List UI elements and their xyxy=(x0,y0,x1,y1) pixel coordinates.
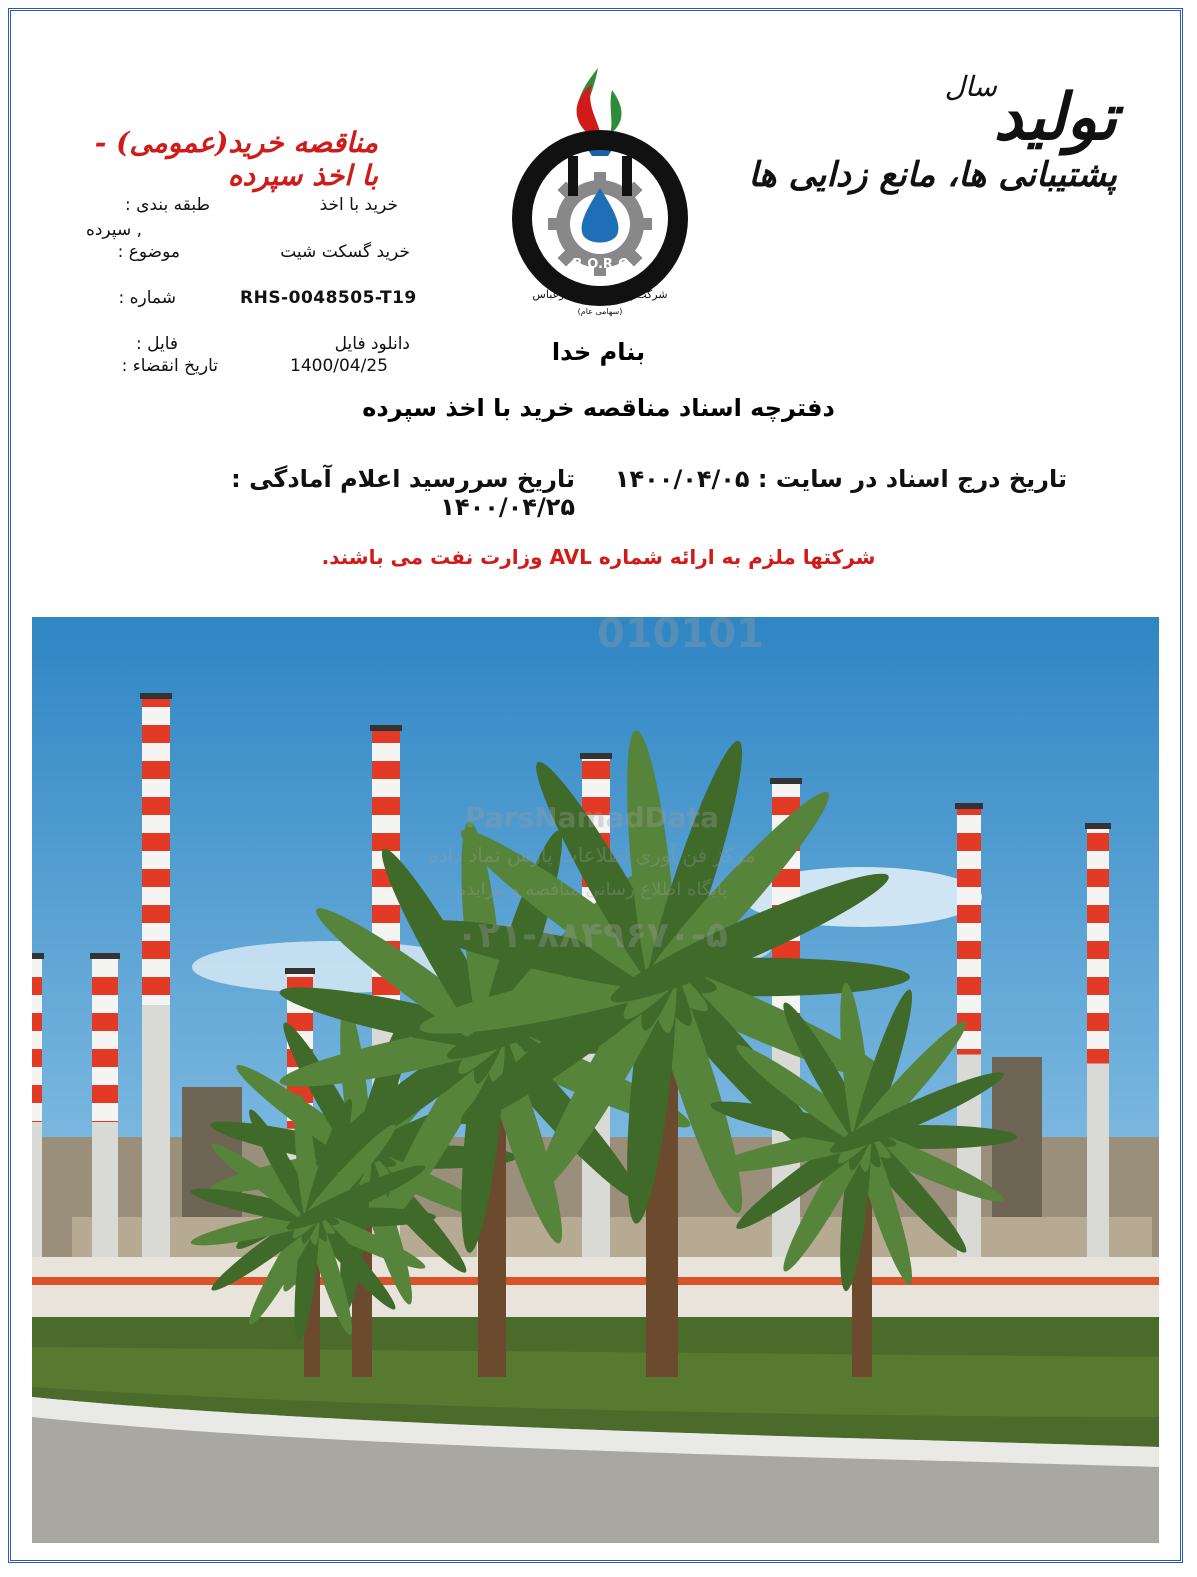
watermark-line1: مرکز فن آوری اطلاعات پارس نماد داده xyxy=(428,843,756,867)
file-download-link[interactable]: دانلود فایل xyxy=(334,334,410,354)
chimney xyxy=(90,953,120,1257)
chimney xyxy=(140,693,172,1257)
slogan-year-word: سال xyxy=(944,70,997,103)
watermark-binary: 010101 xyxy=(597,617,764,657)
slogan-tagline: پشتیبانی ها، مانع زدایی ها xyxy=(748,155,1117,195)
subject-value: خرید گسکت شیت xyxy=(280,242,410,262)
refinery-scene xyxy=(32,617,1159,1543)
file-label: فایل : xyxy=(135,334,178,354)
expiry-label: تاریخ انقضاء : xyxy=(121,356,218,376)
logo-subtitle: (سهامی عام) xyxy=(577,307,623,316)
avl-notice: شرکتها ملزم به ارائه شماره AVL وزارت نفت می باشند. xyxy=(321,545,876,569)
refinery-photo xyxy=(32,617,1159,1543)
chimney xyxy=(1085,823,1111,1257)
subject-label: موضوع : xyxy=(117,242,180,262)
expiry-value: 1400/04/25 xyxy=(290,356,388,376)
tender-type-heading: مناقصه خرید(عمومی) - با اخذ سپرده xyxy=(94,126,378,192)
category-label: طبقه بندی : xyxy=(125,195,210,215)
year-slogan xyxy=(748,70,1117,195)
document-title: دفترچه اسناد مناقصه خرید با اخذ سپرده xyxy=(362,394,835,422)
number-value: RHS-0048505-T19 xyxy=(240,288,417,308)
refinery-logo-icon xyxy=(500,60,700,320)
bismillah-title: بنام خدا xyxy=(551,338,646,366)
watermark-brand: ParsNamadData xyxy=(465,801,719,834)
slogan-title: تولید xyxy=(993,80,1117,155)
category-value: خرید با اخذ xyxy=(319,195,398,215)
due-date: تاریخ سررسید اعلام آمادگی : ۱۴۰۰/۰۴/۲۵ xyxy=(231,465,575,521)
watermark-phone: ۰۲۱-۸۸۴۹۶۷۰-۵ xyxy=(456,915,728,956)
logo-initials: B.O.R.C xyxy=(572,257,628,272)
number-label: شماره : xyxy=(118,288,176,308)
company-logo xyxy=(500,60,700,320)
category-value-cont: , سپرده xyxy=(85,220,142,240)
post-date: تاریخ درج اسناد در سایت : ۱۴۰۰/۰۴/۰۵ xyxy=(614,465,1067,493)
logo-company-name: شرکت پالایش نفت بندرعباس xyxy=(532,288,668,301)
watermark-line2: پایگاه اطلاع رسانی مناقصه و مزایده xyxy=(456,879,728,900)
